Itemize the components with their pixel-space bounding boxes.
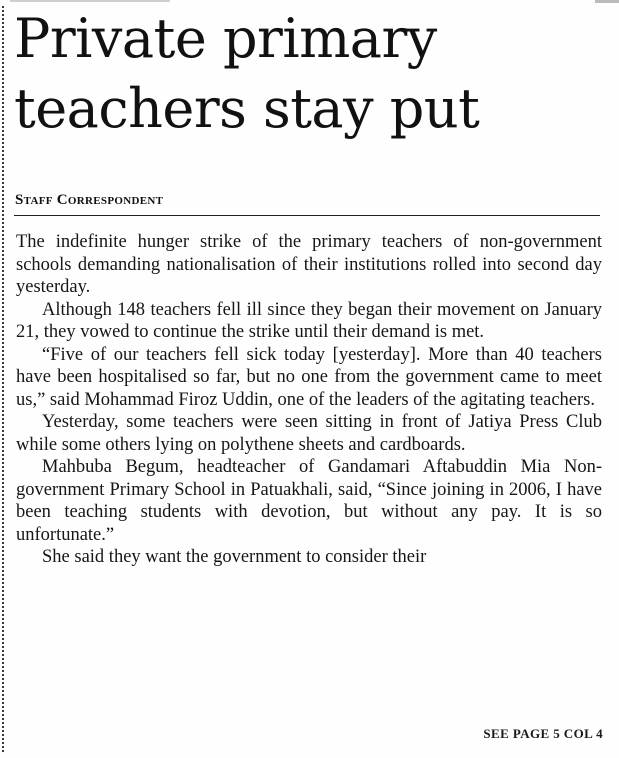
headline-line-1: Private primary (14, 7, 437, 70)
headline-line-2: teachers stay put (14, 77, 480, 140)
clipping-edge-top-left (10, 0, 170, 2)
continuation-jump-line: SEE PAGE 5 COL 4 (483, 726, 603, 741)
paragraph-1: The indefinite hunger strike of the primary teachers of non-government schools demanding nationalisation of their institutions rolled into second day yesterday. (16, 232, 602, 297)
byline: Staff Correspondent (15, 192, 164, 208)
paragraph-4: Yesterday, some teachers were seen sitting in front of Jatiya Press Club while some others lying on polythene sheets and cardboards. (16, 412, 602, 455)
paragraph-3: “Five of our teachers fell sick today [yesterday]. More than 40 teachers have been hospitalised so far, but no one from the government came to meet us,” said Mohammad Firoz Uddin, one of the leaders of the agitating teachers. (16, 344, 602, 410)
paragraph-5: Mahbuba Begum, headteacher of Gandamari Aftabuddin Mia Non-government Primary School in Patuakhali, said, “Since joining in 2006, I have been teaching students with devotion, but without any pay. It is so unfortunate.” (16, 457, 602, 545)
paragraph-6: She said they want the government to consider their (42, 547, 427, 567)
paragraph-2: Although 148 teachers fell ill since they began their movement on January 21, they vowed to continue the strike until their demand is met. (16, 299, 602, 342)
column-dotted-rule (2, 6, 4, 752)
byline-rule (14, 215, 600, 216)
article-body (16, 231, 602, 569)
headline (14, 4, 614, 144)
clipping-edge-top-right (595, 0, 619, 3)
